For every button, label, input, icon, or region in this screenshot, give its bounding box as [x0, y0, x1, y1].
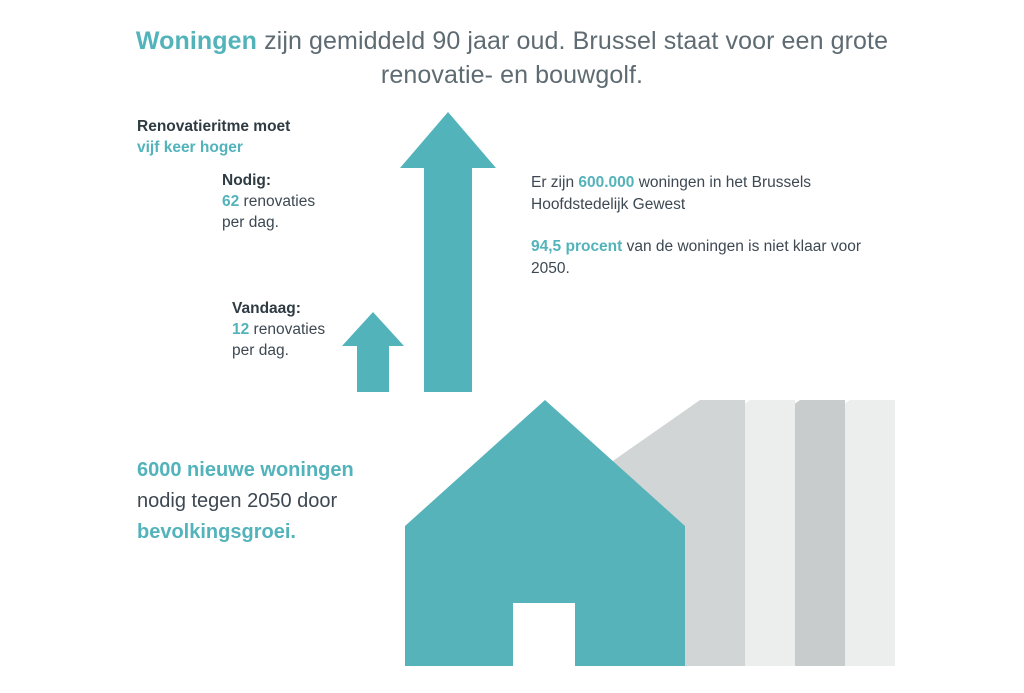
vandaag-per: per dag. — [232, 342, 289, 359]
para1-post: woningen in het Brussels Hoofdstedelijk Gewest — [531, 174, 812, 213]
vandaag-value: 12 — [232, 321, 250, 338]
nodig-per: per dag. — [222, 214, 279, 231]
title-accent: Woningen — [135, 27, 258, 55]
houses-illustration — [395, 398, 895, 693]
house-shape-main — [405, 400, 685, 666]
nodig-unit: renovaties — [239, 193, 316, 210]
renovatieritme-sub: vijf keer hoger — [137, 139, 243, 156]
big-up-arrow-icon — [400, 112, 496, 397]
vandaag-head: Vandaag: — [232, 300, 301, 317]
page-title — [112, 24, 912, 92]
nodig-value-line — [222, 191, 422, 212]
nodig-value: 62 — [222, 193, 240, 210]
para2-post: van de woningen is niet klaar voor 2050. — [531, 238, 861, 277]
bottom-line2: nodig tegen 2050 door — [137, 490, 338, 512]
renovatieritme-head: Renovatieritme moet — [137, 118, 291, 135]
nodig-head: Nodig: — [222, 172, 272, 189]
para2-value: 94,5 procent — [531, 238, 623, 255]
nodig-label — [222, 170, 422, 233]
bottom-line1: 6000 nieuwe woningen — [137, 459, 354, 481]
small-up-arrow-icon — [342, 312, 404, 397]
title-rest: zijn gemiddeld 90 jaar oud. Brussel staat voor een grote renovatie- en bouwgolf. — [257, 27, 889, 89]
bottom-line3: bevolkingsgroei. — [137, 521, 296, 543]
right-paragraph-woningen — [531, 172, 861, 216]
vandaag-unit: renovaties — [249, 321, 326, 338]
right-paragraph-procent — [531, 236, 861, 280]
para1-pre: Er zijn — [531, 174, 579, 191]
renovatieritme-label — [137, 116, 367, 158]
para1-value: 600.000 — [578, 174, 635, 191]
bottom-left-text — [137, 455, 437, 548]
